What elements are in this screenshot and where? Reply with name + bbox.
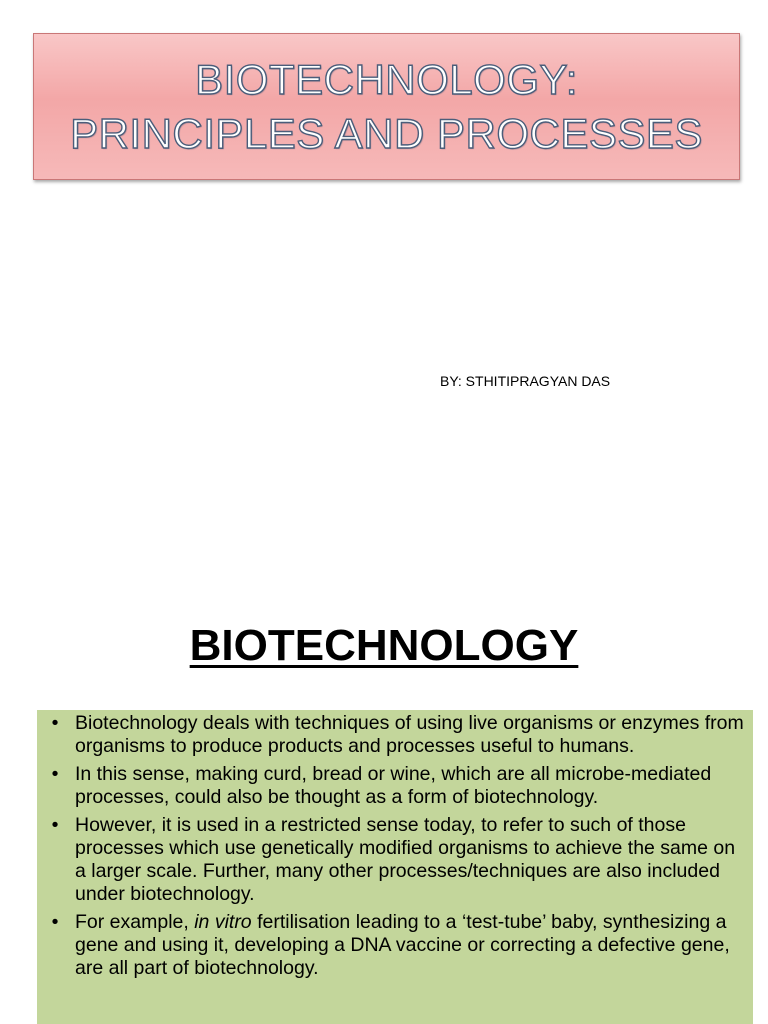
bullet-text: However, it is used in a restricted sense today, to refer to such of those processes which use genetically modified organisms to achieve the same on a larger scale. Further, many other processes/techniques are also included under biotechnology. (75, 814, 736, 905)
bullet-marker: • (51, 814, 59, 836)
bullet-marker: • (51, 911, 59, 933)
bullet-text-italic: in vitro (194, 911, 252, 933)
title-banner (33, 33, 740, 180)
bullet-text: Biotechnology deals with techniques of using live organisms or enzymes from organisms to produce products and processes useful to humans. (75, 712, 744, 757)
author-byline: BY: STHITIPRAGYAN DAS (440, 373, 611, 389)
list-item (45, 712, 745, 758)
list-item (45, 911, 745, 980)
bullet-marker: • (51, 763, 59, 785)
bullet-list (45, 712, 745, 980)
title-line-2: PRINCIPLES AND PROCESSES (70, 109, 703, 157)
title-line-1: BIOTECHNOLOGY: (195, 55, 578, 103)
section-heading-text: BIOTECHNOLOGY (189, 621, 579, 670)
list-item (45, 814, 745, 906)
content-box (37, 710, 753, 1024)
list-item (45, 763, 745, 809)
bullet-text-suffix: fertilisation leading to a ‘test-tube’ baby, synthesizing a gene and using it, developing a DNA vaccine or correcting a defective gene, are all part of biotechnology. (75, 911, 730, 979)
section-heading (0, 618, 768, 674)
bullet-text: In this sense, making curd, bread or wine, which are all microbe-mediated processes, could also be thought as a form of biotechnology. (75, 763, 712, 808)
bullet-text-prefix: For example, (75, 911, 195, 933)
bullet-marker: • (51, 712, 59, 734)
